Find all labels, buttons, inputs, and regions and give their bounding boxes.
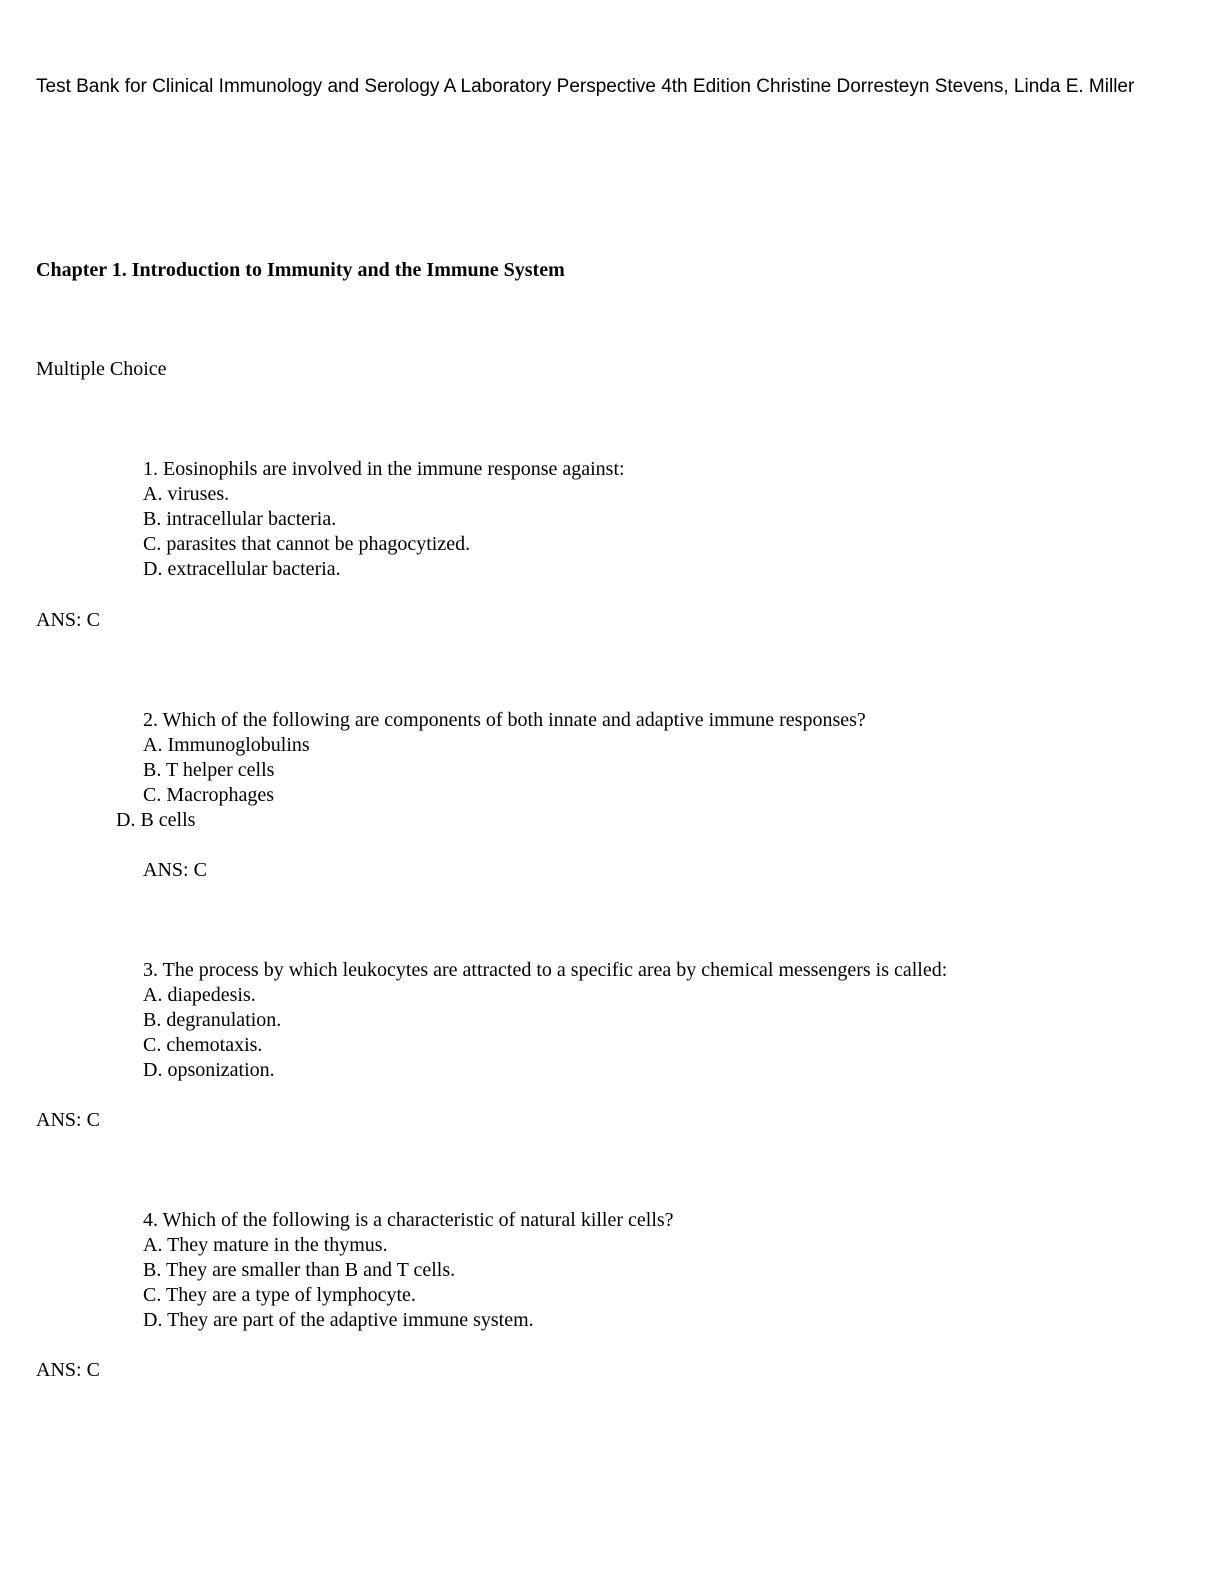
- question-stem: 2. Which of the following are components of both innate and adaptive immune responses?: [143, 709, 866, 731]
- answer-1: ANS: C: [36, 609, 100, 631]
- question-1: [143, 457, 625, 582]
- question-stem: 3. The process by which leukocytes are attracted to a specific area by chemical messengers is called:: [143, 959, 948, 981]
- option-a: A. Immunoglobulins: [143, 734, 310, 756]
- option-c: C. parasites that cannot be phagocytized.: [143, 533, 471, 555]
- question-4: [143, 1208, 674, 1333]
- document-title: Test Bank for Clinical Immunology and Serology A Laboratory Perspective 4th Edition Christine Dorresteyn Stevens, Linda E. Miller: [36, 76, 1135, 97]
- answer-2: ANS: C: [143, 859, 207, 881]
- option-b: B. intracellular bacteria.: [143, 508, 337, 530]
- option-d: D. extracellular bacteria.: [143, 558, 341, 580]
- answer-4: ANS: C: [36, 1359, 100, 1381]
- question-2: [143, 708, 866, 808]
- option-c: C. They are a type of lymphocyte.: [143, 1284, 416, 1306]
- option-b: B. T helper cells: [143, 759, 275, 781]
- question-stem: 4. Which of the following is a characteristic of natural killer cells?: [143, 1209, 674, 1231]
- chapter-heading: Chapter 1. Introduction to Immunity and the Immune System: [36, 259, 565, 281]
- option-c: C. chemotaxis.: [143, 1034, 263, 1056]
- option-c: C. Macrophages: [143, 784, 275, 806]
- section-label: Multiple Choice: [36, 358, 167, 380]
- option-b: B. degranulation.: [143, 1009, 282, 1031]
- question-3: [143, 958, 947, 1083]
- option-a: A. They mature in the thymus.: [143, 1234, 388, 1256]
- option-a: A. viruses.: [143, 483, 230, 505]
- option-d: D. B cells: [116, 809, 196, 831]
- option-a: A. diapedesis.: [143, 984, 256, 1006]
- answer-3: ANS: C: [36, 1109, 100, 1131]
- question-stem: 1. Eosinophils are involved in the immune response against:: [143, 458, 625, 480]
- option-d: D. opsonization.: [143, 1059, 275, 1081]
- option-d: D. They are part of the adaptive immune system.: [143, 1309, 534, 1331]
- option-b: B. They are smaller than B and T cells.: [143, 1259, 456, 1281]
